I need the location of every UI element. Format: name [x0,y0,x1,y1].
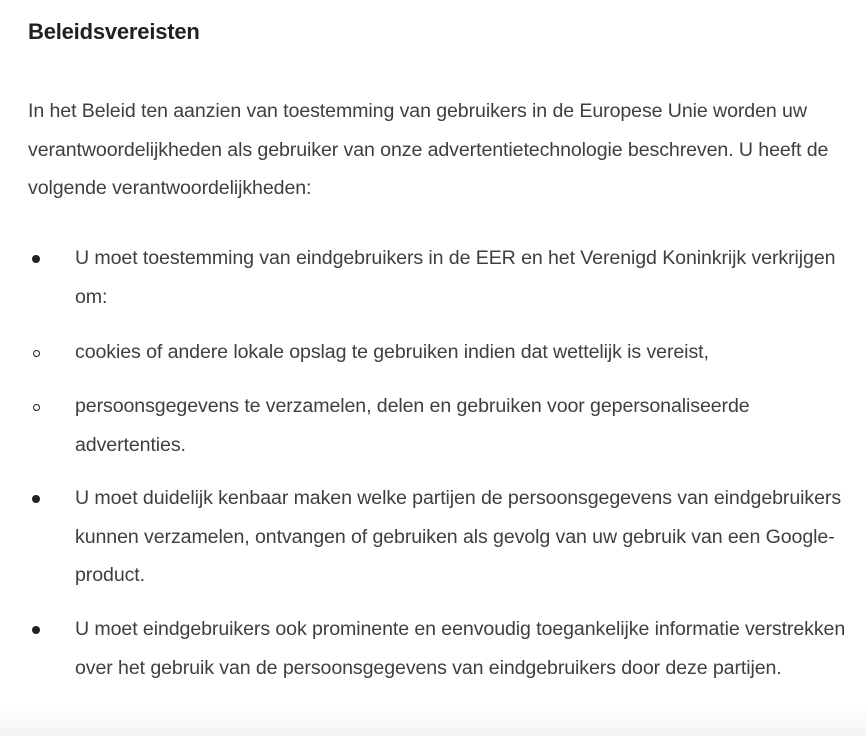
list-item-text: U moet toestemming van eindgebruikers in de EER en het Verenigd Koninkrijk verkrijgen om: [75,247,836,308]
list-item-text: persoonsgegevens te verzamelen, delen en gebruiken voor gepersonaliseerde advertenties. [75,395,750,456]
intro-paragraph: In het Beleid ten aanzien van toestemming van gebruikers in de Europese Unie worden uw verantwoordelijkheden als gebruiker van onze advertentietechnologie beschreven. U heeft de volgende verantwoordelijkheden: [28,100,829,199]
bullet-disc-icon [28,610,44,649]
list-item-text: cookies of andere lokale opslag te gebruiken indien dat wettelijk is vereist, [75,341,709,363]
bullet-circle-icon [28,387,44,426]
section-title: Beleidsvereisten [28,19,200,44]
list-item-text: U moet duidelijk kenbaar maken welke partijen de persoonsgegevens van eindgebruikers kunnen verzamelen, ontvangen of gebruiken als gevolg van uw gebruik van een Google-product. [75,487,842,586]
bullet-disc-icon [28,239,44,278]
bullet-disc-icon [28,479,44,518]
list-item-text: U moet eindgebruikers ook prominente en eenvoudig toegankelijke informatie verstrekken over het gebruik van de persoonsgegevens van eindgebruikers door deze partijen. [75,618,846,679]
bottom-fade [0,702,866,736]
bullet-circle-icon [28,333,44,372]
